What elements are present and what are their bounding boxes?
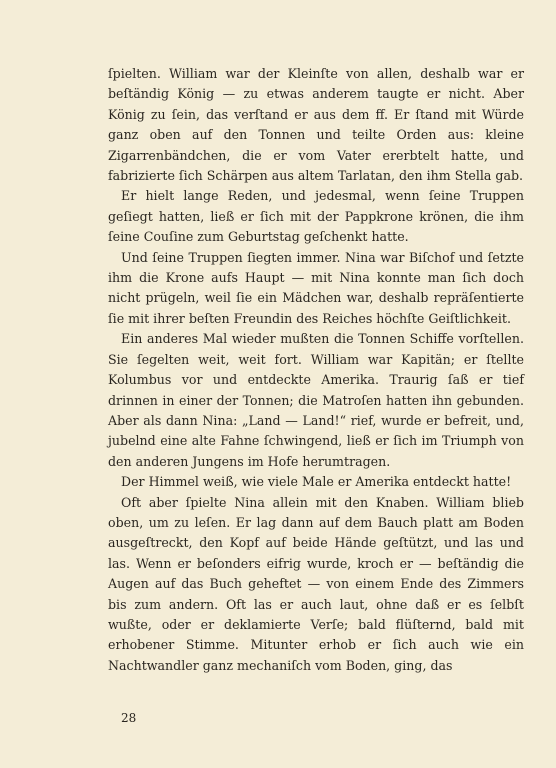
paragraph: Der Himmel weiß, wie viele Male er Amerika entdeckt hatte!: [121, 474, 512, 490]
paragraph: Er hielt lange Reden, und jedesmal, wenn ſeine Truppen geſiegt hatten, ließ er ſich mit der Pappkrone krönen, die ihm ſeine Couſine zum Geburtstag geſchenkt hatte.: [108, 188, 524, 245]
paragraph: Oft aber ſpielte Nina allein mit den Knaben. William blieb oben, um zu leſen. Er lag dann auf dem Bauch platt am Boden ausgeſtreckt, den Kopf auf beide Hände geſtützt, und las und las. Wenn er beſonders eifrig wurde, kroch er — beſtändig die Augen auf das Buch geheftet — von einem Ende des Zimmers bis zum andern. Oft las er auch laut, ohne daß er es ſelbſt wußte, oder er deklamierte Verſe; bald flüſternd, bald mit erhobener Stimme. Mitunter erhob er ſich auch wie ein Nachtwandler ganz mechaniſch vom Boden, ging, das: [108, 494, 524, 673]
paragraph: Und ſeine Truppen ſiegten immer. Nina war Biſchof und ſetzte ihm die Krone aufs Haupt — mit Nina konnte man ſich doch nicht prügeln, weil ſie ein Mädchen war, deshalb repräſentierte ſie mit ihrer beſten Freundin des Reiches höchſte Geiſtlichkeit.: [108, 249, 524, 326]
paragraph: Ein anderes Mal wieder mußten die Tonnen Schiffe vorſtellen. Sie ſegelten weit, weit fort. William war Kapitän; er ſtellte Kolumbus vor und entdeckte Amerika. Traurig ſaß er tief drinnen in einer der Tonnen; die Matroſen hatten ihn gebunden. Aber als dann Nina: „Land — Land!“ rief, wurde er befreit, und, jubelnd eine alte Fahne ſchwingend, ließ er ſich im Triumph von den anderen Jungens im Hofe herumtragen.: [108, 331, 524, 469]
body-text: [108, 64, 524, 676]
paragraph: ſpielten. William war der Kleinſte von allen, deshalb war er beſtändig König — zu etwas anderem taugte er nicht. Aber König zu ſein, das verſtand er aus dem ff. Er ſtand mit Würde ganz oben auf den Tonnen und teilte Orden aus: kleine Zigarrenbändchen, die er vom Vater ererbtelt hatte, und fabrizierte ſich Schärpen aus altem Tarlatan, den ihm Stella gab.: [108, 66, 524, 184]
page-number: 28: [121, 711, 137, 725]
